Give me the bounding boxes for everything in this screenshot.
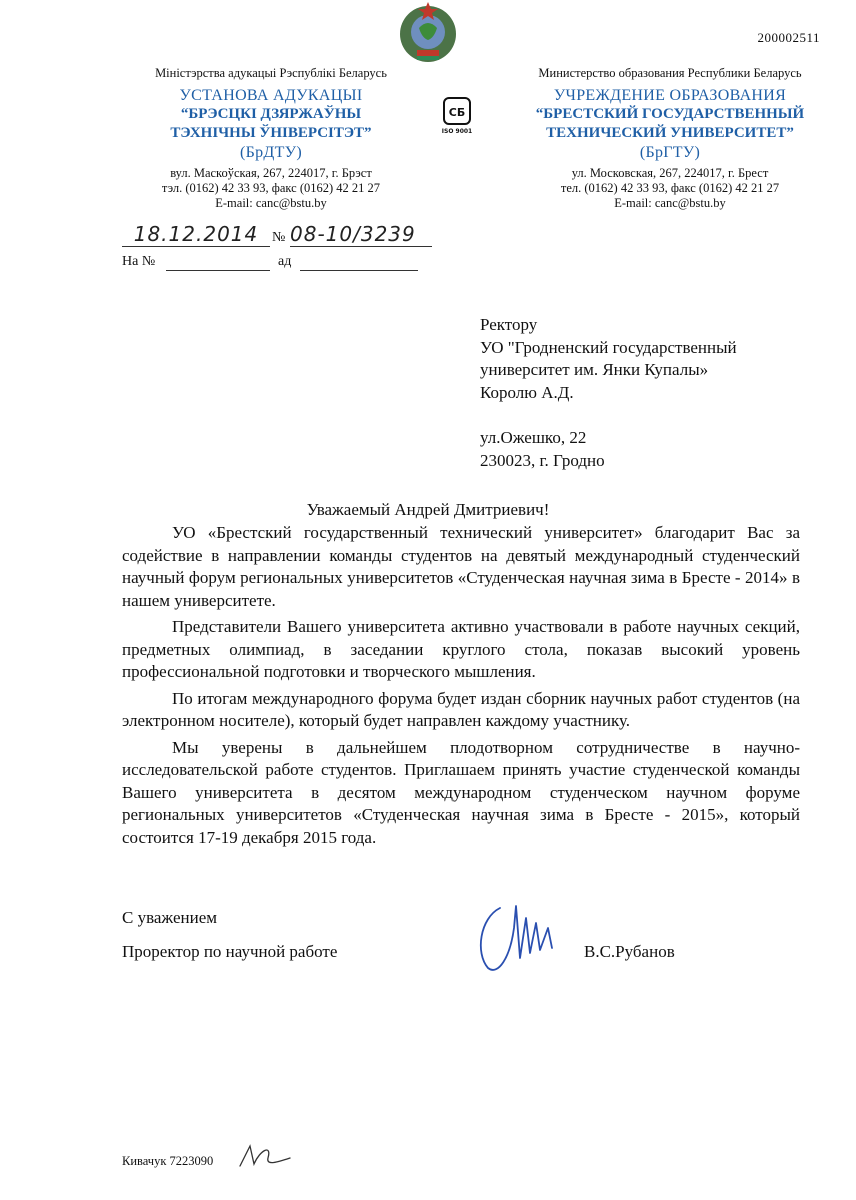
addressee-gap bbox=[480, 404, 737, 427]
state-emblem-icon bbox=[397, 0, 459, 66]
org-name-be-line2: ТЭХНІЧНЫ ЎНІВЕРСІТЭТ” bbox=[170, 125, 372, 141]
letter-body bbox=[122, 522, 800, 853]
closing-phrase: С уважением bbox=[122, 908, 218, 927]
reference-number-blank bbox=[166, 270, 270, 271]
ministry-name-be: Міністэрства адукацыі Рэспублікі Беларусь bbox=[155, 66, 387, 80]
executor-initials-signature-icon bbox=[232, 1140, 302, 1170]
email-be: E-mail: canc@bstu.by bbox=[215, 196, 327, 210]
org-type-be: УСТАНОВА АДУКАЦЫІ bbox=[179, 87, 363, 104]
addressee-street: ул.Ожешко, 22 bbox=[480, 428, 587, 447]
org-name-ru-line1: “БРЕСТСКИЙ ГОСУДАРСТВЕННЫЙ bbox=[535, 106, 805, 122]
handwritten-signature-icon bbox=[470, 898, 570, 978]
executor-info: Кивачук 7223090 bbox=[122, 1154, 214, 1168]
letter-greeting: Уважаемый Андрей Дмитриевич! bbox=[306, 500, 550, 519]
org-name-ru-line2: ТЕХНИЧЕСКИЙ УНИВЕРСИТЕТ” bbox=[546, 125, 794, 141]
org-name-be-line1: “БРЭСЦКІ ДЗЯРЖАЎНЫ bbox=[180, 106, 362, 122]
addressee-city: 230023, г. Гродно bbox=[480, 450, 605, 470]
iso-certification-icon bbox=[442, 96, 472, 136]
org-abbr-ru: (БрГТУ) bbox=[639, 144, 701, 161]
address-ru: ул. Московская, 267, 224017, г. Брест bbox=[571, 166, 769, 180]
letterhead-left bbox=[112, 64, 430, 211]
reference-number-label: На № bbox=[122, 254, 156, 269]
signatory-position: Проректор по научной работе bbox=[122, 942, 338, 961]
letterhead-right bbox=[500, 64, 840, 211]
document-barcode-number: 200002511 bbox=[757, 30, 820, 45]
letter-paragraph: УО «Брестский государственный технический университет» благодарит Вас за содействие в направлении команды студентов на девятый международный студенческий научный форум региональных университетов «Студенческая научная зима в Бресте - 2014» в нашем университете. bbox=[122, 523, 800, 610]
phone-be: тэл. (0162) 42 33 93, факс (0162) 42 21 27 bbox=[161, 181, 381, 195]
letter-paragraph: Мы уверены в дальнейшем плодотворном сотрудничестве в научно-исследовательской работе студентов. Приглашаем принять участие студенческой команды Вашего университета в десятом международном студенческом научном форуме региональных университетов «Студенческая научная зима в Бресте - 2015», который состоится 17-19 декабря 2015 года. bbox=[122, 737, 800, 847]
signatory-name: В.С.Рубанов bbox=[584, 942, 675, 961]
registration-number-prefix: № bbox=[272, 230, 286, 245]
letter-paragraph: По итогам международного форума будет издан сборник научных работ студентов (на электронном носителе), который будет направлен каждому участнику. bbox=[122, 688, 800, 730]
addressee-block bbox=[480, 314, 737, 472]
email-ru: E-mail: canc@bstu.by bbox=[614, 196, 726, 210]
svg-text:СБ: СБ bbox=[448, 106, 466, 119]
ministry-name-ru: Министерство образования Республики Беларусь bbox=[538, 66, 802, 80]
letter-paragraph: Представители Вашего университета активно участвовали в работе научных секций, предметных олимпиад, в заседании круглого стола, показав высокий уровень профессиональной подготовки и творческого мышления. bbox=[122, 617, 800, 681]
org-type-ru: УЧРЕЖДЕНИЕ ОБРАЗОВАНИЯ bbox=[553, 87, 787, 104]
address-be: вул. Маскоўская, 267, 224017, г. Брэст bbox=[170, 166, 372, 180]
phone-ru: тел. (0162) 42 33 93, факс (0162) 42 21 27 bbox=[560, 181, 780, 195]
registration-date: 18.12.2014 bbox=[122, 222, 270, 247]
addressee-org-line1: УО "Гродненский государственный bbox=[480, 337, 737, 357]
org-abbr-be: (БрДТУ) bbox=[240, 144, 302, 161]
iso-label: ISO 9001 bbox=[442, 128, 472, 135]
addressee-org-line2: университет им. Янки Купалы» bbox=[480, 360, 709, 379]
reference-date-label: ад bbox=[278, 254, 292, 269]
registration-number: 08-10/3239 bbox=[290, 222, 432, 247]
addressee-title: Ректору bbox=[480, 315, 538, 334]
addressee-name: Королю А.Д. bbox=[480, 382, 574, 402]
reference-date-blank bbox=[300, 270, 418, 271]
